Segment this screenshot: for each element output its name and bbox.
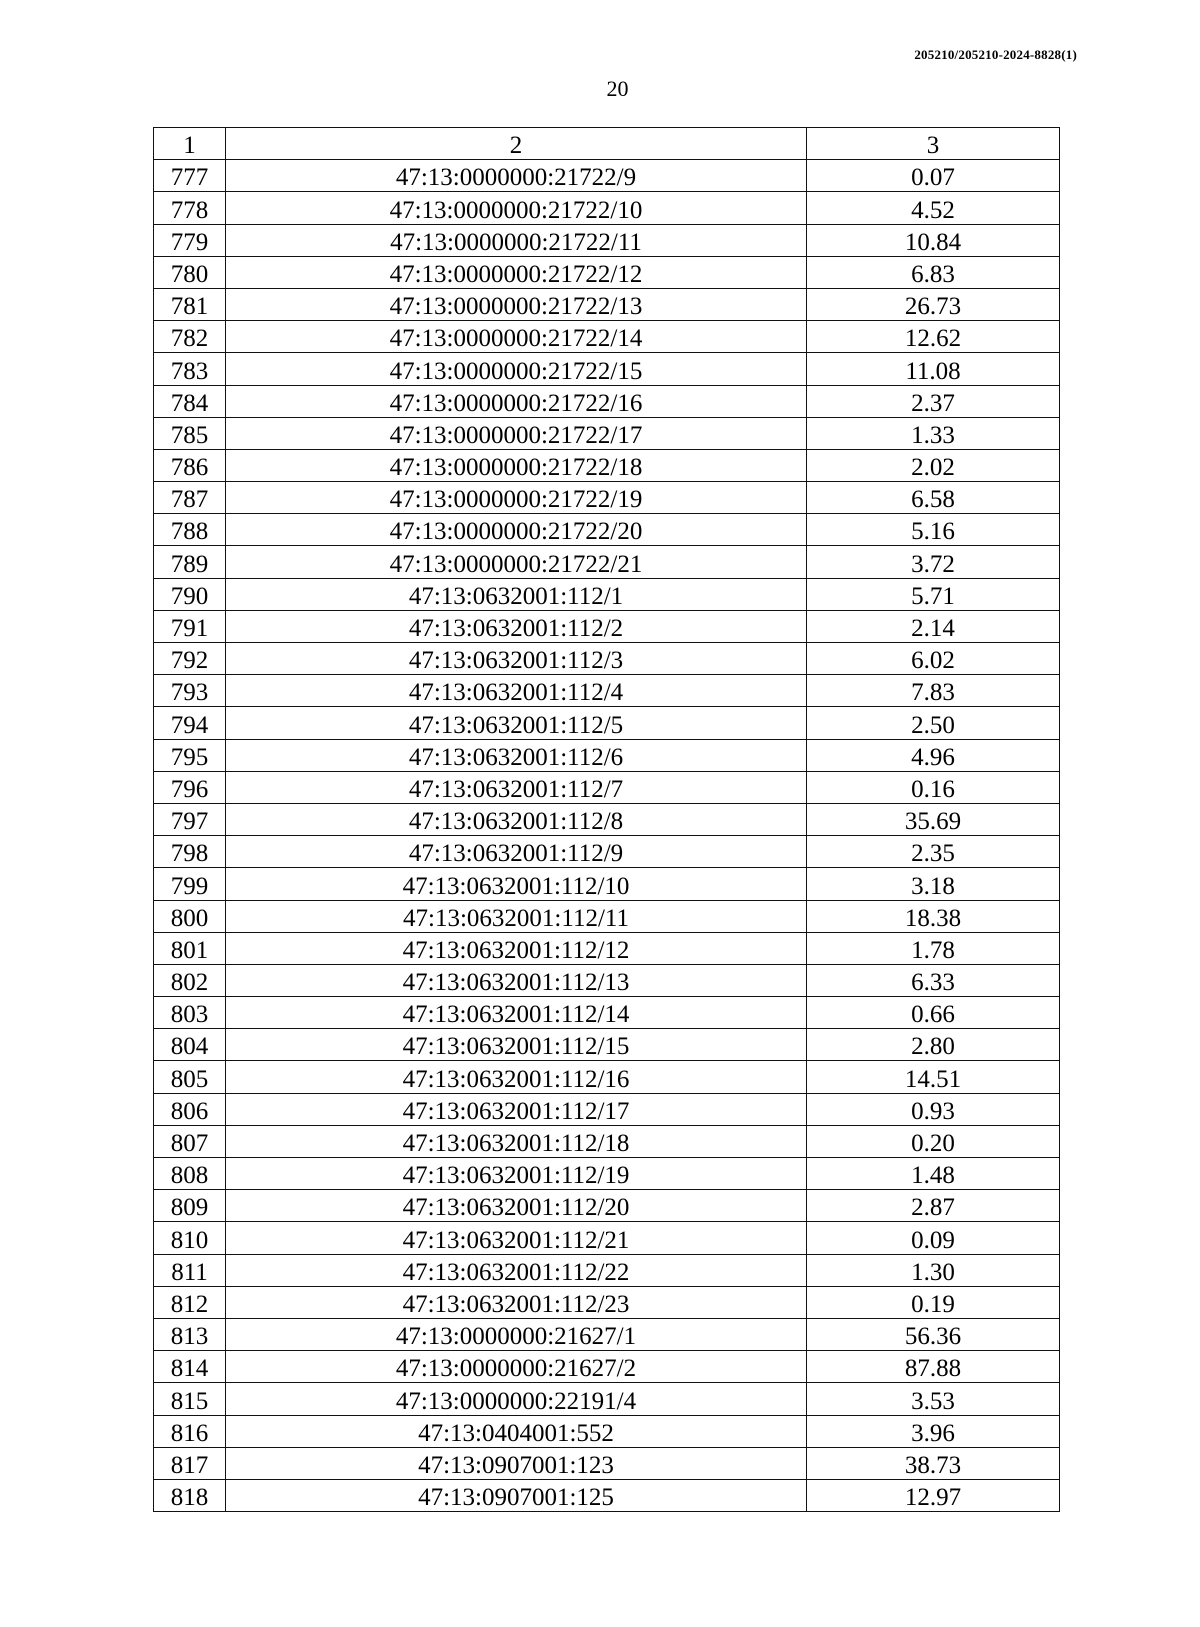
cadastral-number-cell: 47:13:0000000:21722/21 bbox=[226, 546, 807, 578]
table-row bbox=[154, 1158, 1060, 1190]
cadastral-number-cell: 47:13:0632001:112/13 bbox=[226, 964, 807, 996]
value-cell: 1.48 bbox=[807, 1158, 1060, 1190]
cadastral-number-cell: 47:13:0632001:112/20 bbox=[226, 1190, 807, 1222]
value-cell: 10.84 bbox=[807, 224, 1060, 256]
value-cell: 2.37 bbox=[807, 385, 1060, 417]
value-cell: 0.16 bbox=[807, 771, 1060, 803]
cadastral-number-cell: 47:13:0632001:112/8 bbox=[226, 803, 807, 835]
column-header-2: 2 bbox=[226, 128, 807, 160]
cadastral-number-cell: 47:13:0632001:112/23 bbox=[226, 1286, 807, 1318]
table-row bbox=[154, 321, 1060, 353]
table-row bbox=[154, 385, 1060, 417]
row-number-cell: 784 bbox=[154, 385, 226, 417]
row-number-cell: 808 bbox=[154, 1158, 226, 1190]
value-cell: 6.58 bbox=[807, 482, 1060, 514]
value-cell: 4.96 bbox=[807, 739, 1060, 771]
row-number-cell: 786 bbox=[154, 449, 226, 481]
table-row bbox=[154, 546, 1060, 578]
row-number-cell: 798 bbox=[154, 836, 226, 868]
row-number-cell: 792 bbox=[154, 643, 226, 675]
cadastral-number-cell: 47:13:0632001:112/16 bbox=[226, 1061, 807, 1093]
row-number-cell: 797 bbox=[154, 803, 226, 835]
table-row bbox=[154, 449, 1060, 481]
page-number: 20 bbox=[606, 76, 629, 101]
cadastral-number-cell: 47:13:0000000:21722/9 bbox=[226, 160, 807, 192]
table-row bbox=[154, 514, 1060, 546]
cadastral-number-cell: 47:13:0000000:21722/14 bbox=[226, 321, 807, 353]
table-row bbox=[154, 610, 1060, 642]
row-number-cell: 791 bbox=[154, 610, 226, 642]
row-number-cell: 795 bbox=[154, 739, 226, 771]
cadastral-number-cell: 47:13:0000000:21722/12 bbox=[226, 256, 807, 288]
row-number-cell: 802 bbox=[154, 964, 226, 996]
cadastral-number-cell: 47:13:0632001:112/22 bbox=[226, 1254, 807, 1286]
table-row bbox=[154, 482, 1060, 514]
value-cell: 12.97 bbox=[807, 1479, 1060, 1511]
cadastral-number-cell: 47:13:0632001:112/17 bbox=[226, 1093, 807, 1125]
value-cell: 0.09 bbox=[807, 1222, 1060, 1254]
table-row bbox=[154, 1415, 1060, 1447]
value-cell: 11.08 bbox=[807, 353, 1060, 385]
value-cell: 4.52 bbox=[807, 192, 1060, 224]
row-number-cell: 793 bbox=[154, 675, 226, 707]
cadastral-number-cell: 47:13:0632001:112/6 bbox=[226, 739, 807, 771]
table-row bbox=[154, 1254, 1060, 1286]
table-row bbox=[154, 707, 1060, 739]
table-row bbox=[154, 1318, 1060, 1350]
value-cell: 35.69 bbox=[807, 803, 1060, 835]
row-number-cell: 812 bbox=[154, 1286, 226, 1318]
value-cell: 1.30 bbox=[807, 1254, 1060, 1286]
row-number-cell: 806 bbox=[154, 1093, 226, 1125]
table-row bbox=[154, 1061, 1060, 1093]
cadastral-number-cell: 47:13:0632001:112/7 bbox=[226, 771, 807, 803]
cadastral-number-cell: 47:13:0632001:112/4 bbox=[226, 675, 807, 707]
row-number-cell: 787 bbox=[154, 482, 226, 514]
row-number-cell: 805 bbox=[154, 1061, 226, 1093]
value-cell: 3.72 bbox=[807, 546, 1060, 578]
row-number-cell: 790 bbox=[154, 578, 226, 610]
value-cell: 6.02 bbox=[807, 643, 1060, 675]
value-cell: 3.18 bbox=[807, 868, 1060, 900]
table-row bbox=[154, 771, 1060, 803]
cadastral-number-cell: 47:13:0000000:21722/13 bbox=[226, 288, 807, 320]
row-number-cell: 803 bbox=[154, 997, 226, 1029]
row-number-cell: 804 bbox=[154, 1029, 226, 1061]
cadastral-number-cell: 47:13:0632001:112/3 bbox=[226, 643, 807, 675]
table-row bbox=[154, 836, 1060, 868]
value-cell: 5.16 bbox=[807, 514, 1060, 546]
table-row bbox=[154, 868, 1060, 900]
value-cell: 0.66 bbox=[807, 997, 1060, 1029]
table-row bbox=[154, 288, 1060, 320]
cadastral-number-cell: 47:13:0632001:112/5 bbox=[226, 707, 807, 739]
value-cell: 2.35 bbox=[807, 836, 1060, 868]
cadastral-number-cell: 47:13:0632001:112/14 bbox=[226, 997, 807, 1029]
value-cell: 3.53 bbox=[807, 1383, 1060, 1415]
row-number-cell: 783 bbox=[154, 353, 226, 385]
table-row bbox=[154, 353, 1060, 385]
row-number-cell: 799 bbox=[154, 868, 226, 900]
cadastral-number-cell: 47:13:0000000:21722/17 bbox=[226, 417, 807, 449]
cadastral-number-cell: 47:13:0632001:112/15 bbox=[226, 1029, 807, 1061]
row-number-cell: 779 bbox=[154, 224, 226, 256]
value-cell: 12.62 bbox=[807, 321, 1060, 353]
row-number-cell: 809 bbox=[154, 1190, 226, 1222]
table-row bbox=[154, 900, 1060, 932]
value-cell: 26.73 bbox=[807, 288, 1060, 320]
table-body bbox=[154, 160, 1060, 1512]
parcel-table bbox=[153, 127, 1060, 1512]
cadastral-number-cell: 47:13:0000000:21722/15 bbox=[226, 353, 807, 385]
column-header-3: 3 bbox=[807, 128, 1060, 160]
cadastral-number-cell: 47:13:0907001:123 bbox=[226, 1447, 807, 1479]
value-cell: 0.93 bbox=[807, 1093, 1060, 1125]
row-number-cell: 794 bbox=[154, 707, 226, 739]
table-row bbox=[154, 1447, 1060, 1479]
cadastral-number-cell: 47:13:0000000:21722/16 bbox=[226, 385, 807, 417]
cadastral-number-cell: 47:13:0907001:125 bbox=[226, 1479, 807, 1511]
table-row bbox=[154, 675, 1060, 707]
row-number-cell: 780 bbox=[154, 256, 226, 288]
cadastral-number-cell: 47:13:0632001:112/1 bbox=[226, 578, 807, 610]
row-number-cell: 781 bbox=[154, 288, 226, 320]
value-cell: 3.96 bbox=[807, 1415, 1060, 1447]
table-row bbox=[154, 256, 1060, 288]
cadastral-number-cell: 47:13:0000000:21722/20 bbox=[226, 514, 807, 546]
cadastral-number-cell: 47:13:0632001:112/10 bbox=[226, 868, 807, 900]
row-number-cell: 815 bbox=[154, 1383, 226, 1415]
row-number-cell: 796 bbox=[154, 771, 226, 803]
row-number-cell: 800 bbox=[154, 900, 226, 932]
table-row bbox=[154, 192, 1060, 224]
table-row bbox=[154, 1222, 1060, 1254]
value-cell: 18.38 bbox=[807, 900, 1060, 932]
cadastral-number-cell: 47:13:0000000:21722/19 bbox=[226, 482, 807, 514]
table-row bbox=[154, 932, 1060, 964]
table-row bbox=[154, 1351, 1060, 1383]
table-row bbox=[154, 224, 1060, 256]
row-number-cell: 785 bbox=[154, 417, 226, 449]
row-number-cell: 816 bbox=[154, 1415, 226, 1447]
row-number-cell: 807 bbox=[154, 1125, 226, 1157]
value-cell: 7.83 bbox=[807, 675, 1060, 707]
value-cell: 2.14 bbox=[807, 610, 1060, 642]
value-cell: 2.80 bbox=[807, 1029, 1060, 1061]
value-cell: 6.83 bbox=[807, 256, 1060, 288]
value-cell: 0.07 bbox=[807, 160, 1060, 192]
value-cell: 1.78 bbox=[807, 932, 1060, 964]
table-row bbox=[154, 803, 1060, 835]
row-number-cell: 801 bbox=[154, 932, 226, 964]
value-cell: 38.73 bbox=[807, 1447, 1060, 1479]
value-cell: 2.50 bbox=[807, 707, 1060, 739]
value-cell: 2.02 bbox=[807, 449, 1060, 481]
value-cell: 0.19 bbox=[807, 1286, 1060, 1318]
table-row bbox=[154, 739, 1060, 771]
table-header bbox=[154, 128, 1060, 160]
value-cell: 87.88 bbox=[807, 1351, 1060, 1383]
cadastral-number-cell: 47:13:0404001:552 bbox=[226, 1415, 807, 1447]
value-cell: 6.33 bbox=[807, 964, 1060, 996]
row-number-cell: 777 bbox=[154, 160, 226, 192]
table-row bbox=[154, 1479, 1060, 1511]
row-number-cell: 817 bbox=[154, 1447, 226, 1479]
value-cell: 56.36 bbox=[807, 1318, 1060, 1350]
row-number-cell: 782 bbox=[154, 321, 226, 353]
cadastral-number-cell: 47:13:0000000:21722/11 bbox=[226, 224, 807, 256]
cadastral-number-cell: 47:13:0632001:112/2 bbox=[226, 610, 807, 642]
row-number-cell: 788 bbox=[154, 514, 226, 546]
row-number-cell: 778 bbox=[154, 192, 226, 224]
cadastral-number-cell: 47:13:0632001:112/12 bbox=[226, 932, 807, 964]
row-number-cell: 810 bbox=[154, 1222, 226, 1254]
table-row bbox=[154, 417, 1060, 449]
table-row bbox=[154, 964, 1060, 996]
table-row bbox=[154, 1190, 1060, 1222]
row-number-cell: 814 bbox=[154, 1351, 226, 1383]
cadastral-number-cell: 47:13:0632001:112/9 bbox=[226, 836, 807, 868]
table-row bbox=[154, 1029, 1060, 1061]
document-reference: 205210/205210-2024-8828(1) bbox=[914, 47, 1077, 62]
cadastral-number-cell: 47:13:0632001:112/11 bbox=[226, 900, 807, 932]
row-number-cell: 789 bbox=[154, 546, 226, 578]
cadastral-number-cell: 47:13:0000000:21627/1 bbox=[226, 1318, 807, 1350]
column-header-1: 1 bbox=[154, 128, 226, 160]
table-header-row bbox=[154, 128, 1060, 160]
value-cell: 1.33 bbox=[807, 417, 1060, 449]
table-row bbox=[154, 160, 1060, 192]
table-row bbox=[154, 578, 1060, 610]
value-cell: 5.71 bbox=[807, 578, 1060, 610]
cadastral-number-cell: 47:13:0000000:21722/18 bbox=[226, 449, 807, 481]
cadastral-number-cell: 47:13:0632001:112/21 bbox=[226, 1222, 807, 1254]
value-cell: 14.51 bbox=[807, 1061, 1060, 1093]
cadastral-number-cell: 47:13:0632001:112/18 bbox=[226, 1125, 807, 1157]
cadastral-number-cell: 47:13:0000000:21627/2 bbox=[226, 1351, 807, 1383]
table-row bbox=[154, 643, 1060, 675]
cadastral-number-cell: 47:13:0000000:21722/10 bbox=[226, 192, 807, 224]
cadastral-number-cell: 47:13:0632001:112/19 bbox=[226, 1158, 807, 1190]
row-number-cell: 813 bbox=[154, 1318, 226, 1350]
row-number-cell: 811 bbox=[154, 1254, 226, 1286]
value-cell: 2.87 bbox=[807, 1190, 1060, 1222]
table-row bbox=[154, 1125, 1060, 1157]
value-cell: 0.20 bbox=[807, 1125, 1060, 1157]
table-row bbox=[154, 1093, 1060, 1125]
table-row bbox=[154, 1383, 1060, 1415]
table-row bbox=[154, 997, 1060, 1029]
cadastral-number-cell: 47:13:0000000:22191/4 bbox=[226, 1383, 807, 1415]
table-row bbox=[154, 1286, 1060, 1318]
row-number-cell: 818 bbox=[154, 1479, 226, 1511]
